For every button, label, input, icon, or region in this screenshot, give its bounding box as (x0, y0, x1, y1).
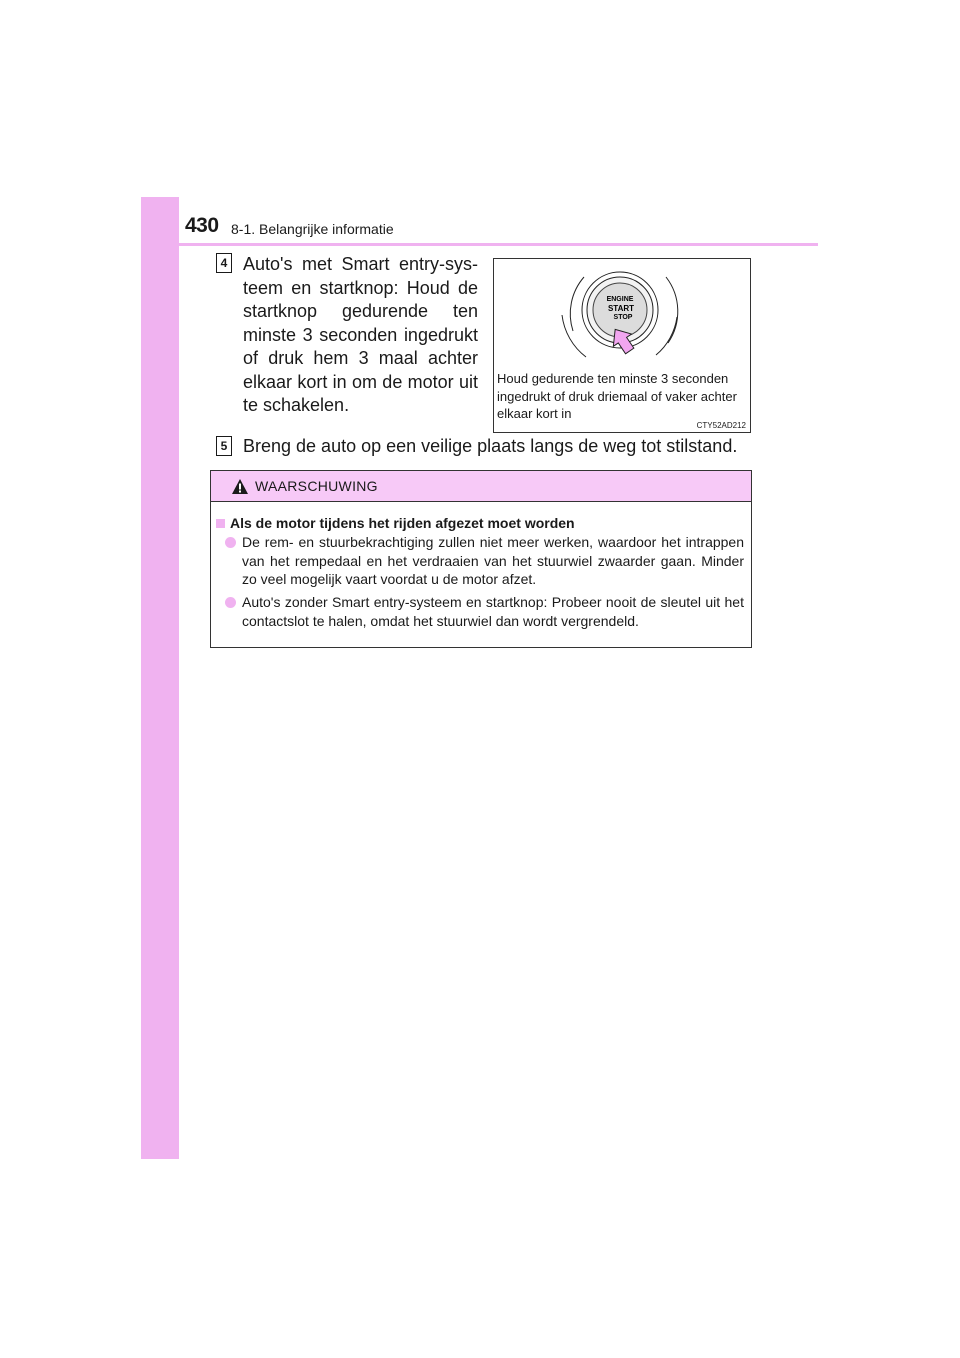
warning-bullet (225, 593, 744, 630)
step-5-badge: 5 (216, 436, 232, 456)
warning-triangle-icon (231, 478, 249, 495)
warning-title: WAARSCHUWING (255, 478, 378, 494)
figure-code: CTY52AD212 (696, 421, 746, 430)
step-5-text: Breng de auto op een veilige plaats langs de weg tot stilstand. (243, 436, 738, 456)
motion-arc-left-low (562, 315, 586, 357)
warning-heading (216, 515, 575, 531)
warning-box (210, 470, 752, 648)
figure-caption: Houd gedurende ten minste 3 seconden ingedrukt of druk driemaal of vaker achter elkaar kort in (497, 371, 737, 421)
motion-arc-right (666, 277, 678, 343)
section-title: 8-1. Belangrijke informatie (231, 221, 394, 237)
step-4-badge: 4 (216, 253, 232, 273)
motion-arc-right-low (656, 317, 677, 355)
header-divider (141, 243, 818, 246)
square-bullet-icon (216, 519, 225, 528)
engine-start-stop-illustration (494, 259, 750, 369)
warning-bullet-text: Auto's zonder Smart entry-systeem en startknop: Probeer nooit de sleutel uit het contactslot te halen, omdat het stuurwiel dan wordt vergrendeld. (242, 594, 744, 629)
warning-bullet-text: De rem- en stuurbekrachtiging zullen niet meer werken, waardoor het intrappen van het rempedaal en het verdraaien van het stuurwiel zwaarder gaan. Minder zo veel mogelijk vaart voordat u de motor afzet. (242, 534, 744, 587)
chapter-sidebar-tab (141, 197, 179, 1159)
warning-heading-text: Als de motor tijdens het rijden afgezet moet worden (230, 515, 575, 531)
engine-button-figure (493, 258, 751, 433)
button-label-start: START (607, 304, 635, 313)
motion-arc-left (570, 277, 584, 331)
step-4-text: Auto's met Smart entry-sys-teem en startknop: Houd de startknop gedurende ten minste 3 seconden ingedrukt of druk hem 3 maal achter elkaar kort in om de motor uit te schakelen. (243, 254, 478, 415)
page-number: 430 (185, 214, 219, 237)
warning-header (211, 471, 751, 502)
bullet-dot-icon (225, 537, 236, 548)
bullet-dot-icon (225, 597, 236, 608)
button-label-stop: STOP (613, 314, 633, 321)
warning-bullet (225, 533, 744, 589)
button-label-engine: ENGINE (606, 296, 634, 303)
